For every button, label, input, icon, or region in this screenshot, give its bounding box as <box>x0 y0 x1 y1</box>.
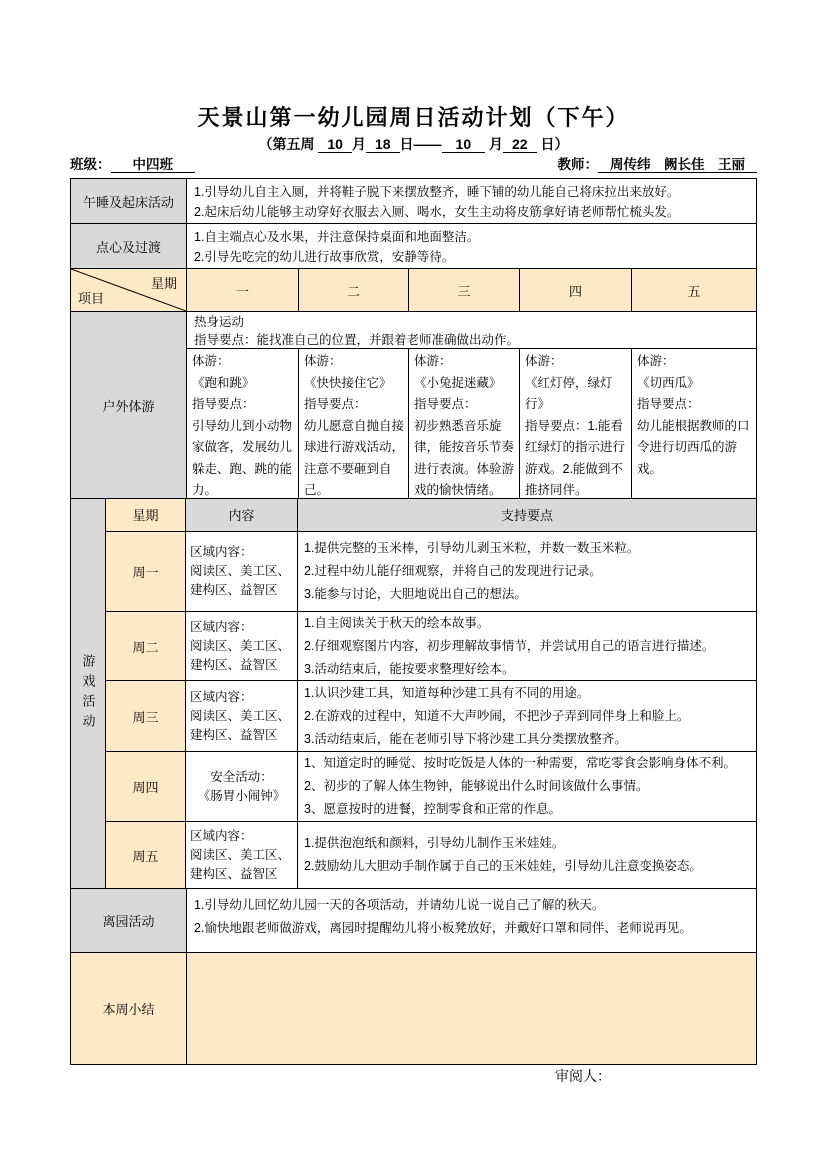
outdoor-right <box>187 312 756 498</box>
month-char: 月 <box>351 136 366 152</box>
game-content-thu: 安全活动： 《肠胃小闹钟》 <box>186 752 298 821</box>
row-nap <box>71 179 756 224</box>
snack-content: 1.自主端点心及水果，并注意保持桌面和地面整洁。 2.引导先吃完的幼儿进行故事欣赏，安静等待。 <box>194 230 480 264</box>
nap-label: 午睡及起床活动 <box>71 179 187 223</box>
end-month: 10 <box>442 136 486 153</box>
game-label: 游戏活动 <box>71 499 106 888</box>
teacher-field <box>558 153 758 173</box>
day-header-wed: 三 <box>409 269 520 311</box>
row-outdoor <box>71 312 756 499</box>
game-day-tue: 周二 <box>106 612 186 680</box>
row-summary <box>71 953 756 1064</box>
nap-content: 1.引导幼儿自主入厕，并将鞋子脱下来摆放整齐，睡下铺的幼儿能自己将床拉出来放好。 2.起床后幼儿能够主动穿好衣服去入厕、喝水，女生主动将皮筋拿好请老师帮忙梳头发。 <box>194 185 680 219</box>
corner-item-label: 项目 <box>78 291 105 306</box>
reviewer-label: 审阅人： <box>555 1068 611 1084</box>
corner-cell <box>71 269 187 311</box>
outdoor-tue: 体游： 《快快接住它》 指导要点： 幼儿愿意自抛自接球进行游戏活动，注意不要砸到自己。 <box>299 349 409 504</box>
game-row-tue <box>106 612 756 681</box>
game-support-wed: 1.认识沙建工具，知道每种沙建工具有不同的用途。 2.在游戏的过程中，知道不大声吵闹，不把沙子弄到同伴身上和脸上。 3.活动结束后，能在老师引导下将沙建工具分类摆放整齐。 <box>304 685 690 746</box>
game-row-thu <box>106 752 756 822</box>
departure-content: 1.引导幼儿回忆幼儿园一天的各项活动，并请幼儿说一说自己了解的秋天。 2.愉快地跟老师做游戏，离园时提醒幼儿将小板凳放好，并戴好口罩和同伴、老师说再见。 <box>194 898 692 935</box>
day-header-thu: 四 <box>520 269 632 311</box>
page-title: 天景山第一幼儿园周日活动计划（下午） <box>197 105 630 130</box>
outdoor-fri: 体游： 《切西瓜》 指导要点： 幼儿能根据教师的口令进行切西瓜的游戏。 <box>637 354 750 476</box>
outdoor-mon: 体游： 《跑和跳》 指导要点： 引导幼儿到小动物家做客，发展幼儿躲走、跑、跳的能力。 <box>187 349 299 504</box>
warmup-cell: 热身运动 指导要点：能找准自己的位置，并跟着老师准确做出动作。 <box>187 312 756 349</box>
teacher-value: 周传纬 阙长佳 王丽 <box>598 157 757 173</box>
game-header-day: 星期 <box>106 499 186 531</box>
day-header-fri: 五 <box>632 269 756 311</box>
start-month: 10 <box>318 136 352 153</box>
game-day-wed: 周三 <box>106 681 186 751</box>
class-label: 班级： <box>70 157 111 172</box>
day-header-mon: 一 <box>187 269 299 311</box>
game-content-mon: 区域内容： 阅读区、美工区、 建构区、益智区 <box>186 532 298 612</box>
game-day-fri: 周五 <box>106 822 186 888</box>
start-day: 18 <box>366 136 400 153</box>
game-day-mon: 周一 <box>106 532 186 612</box>
dash: 日—— <box>399 136 442 152</box>
info-line <box>70 153 757 173</box>
game-support-tue: 1.自主阅读关于秋天的绘本故事。 2.仔细观察图片内容，初步理解故事情节，并尝试用自己的语言进行描述。 3.活动结束后，能按要求整理好绘本。 <box>304 615 715 676</box>
class-field <box>70 153 195 173</box>
outdoor-label: 户外体游 <box>71 312 187 498</box>
game-support-mon: 1.提供完整的玉米棒，引导幼儿剥玉米粒，并数一数玉米粒。 2.过程中幼儿能仔细观察，并将自己的发现进行记录。 3.能参与讨论，大胆地说出自己的想法。 <box>304 541 640 602</box>
game-content-fri: 区域内容： 阅读区、美工区、 建构区、益智区 <box>186 822 298 888</box>
outdoor-day-cells <box>187 349 756 504</box>
row-snack <box>71 224 756 269</box>
day-header-tue: 二 <box>299 269 409 311</box>
outdoor-thu: 体游： 《红灯停，绿灯行》 指导要点：1.能看红绿灯的指示进行游戏。2.能做到不推挤同伴。 <box>520 349 632 504</box>
game-day-thu: 周四 <box>106 752 186 821</box>
class-value: 中四班 <box>111 157 196 173</box>
game-support-fri: 1.提供泡泡纸和颜料，引导幼儿制作玉米娃娃。 2.鼓励幼儿大胆动手制作属于自己的玉米娃娃，引导幼儿注意变换姿态。 <box>304 836 702 874</box>
row-departure <box>71 889 756 953</box>
month-char2: 月 <box>489 136 504 152</box>
teacher-label: 教师： <box>557 157 598 172</box>
game-header-content: 内容 <box>186 499 298 531</box>
subtitle-prefix: （第五周 <box>258 136 315 152</box>
summary-label: 本周小结 <box>71 953 187 1064</box>
game-content-wed: 区域内容： 阅读区、美工区、 建构区、益智区 <box>186 681 298 751</box>
game-row-fri <box>106 822 756 888</box>
game-content-tue: 区域内容： 阅读区、美工区、 建构区、益智区 <box>186 612 298 680</box>
corner-weekday-label: 星期 <box>150 276 177 291</box>
row-day-header <box>71 269 756 312</box>
game-row-mon <box>106 532 756 613</box>
snack-label: 点心及过渡 <box>71 224 187 268</box>
game-header <box>106 499 756 532</box>
game-support-thu: 1、知道定时的睡觉、按时吃饭是人体的一种需要，常吃零食会影响身体不利。 2、初步的了解人体生物钟，能够说出什么时间该做什么事情。 3、愿意按时的进餐，控制零食和正常的作息。 <box>304 756 736 817</box>
game-header-support: 支持要点 <box>298 499 756 531</box>
subtitle-suffix: 日） <box>540 136 569 152</box>
subtitle-week-range <box>0 134 827 154</box>
departure-label: 离园活动 <box>71 889 187 952</box>
game-rows <box>106 499 756 888</box>
game-row-wed <box>106 681 756 752</box>
summary-content <box>187 953 756 1064</box>
end-day: 22 <box>503 136 537 153</box>
outdoor-wed: 体游： 《小兔捉迷藏》 指导要点： 初步熟悉音乐旋律，能按音乐节奏进行表演。体验游戏的愉快情绪。 <box>409 349 520 504</box>
weekly-plan-table <box>70 178 757 1065</box>
row-game <box>71 499 756 889</box>
